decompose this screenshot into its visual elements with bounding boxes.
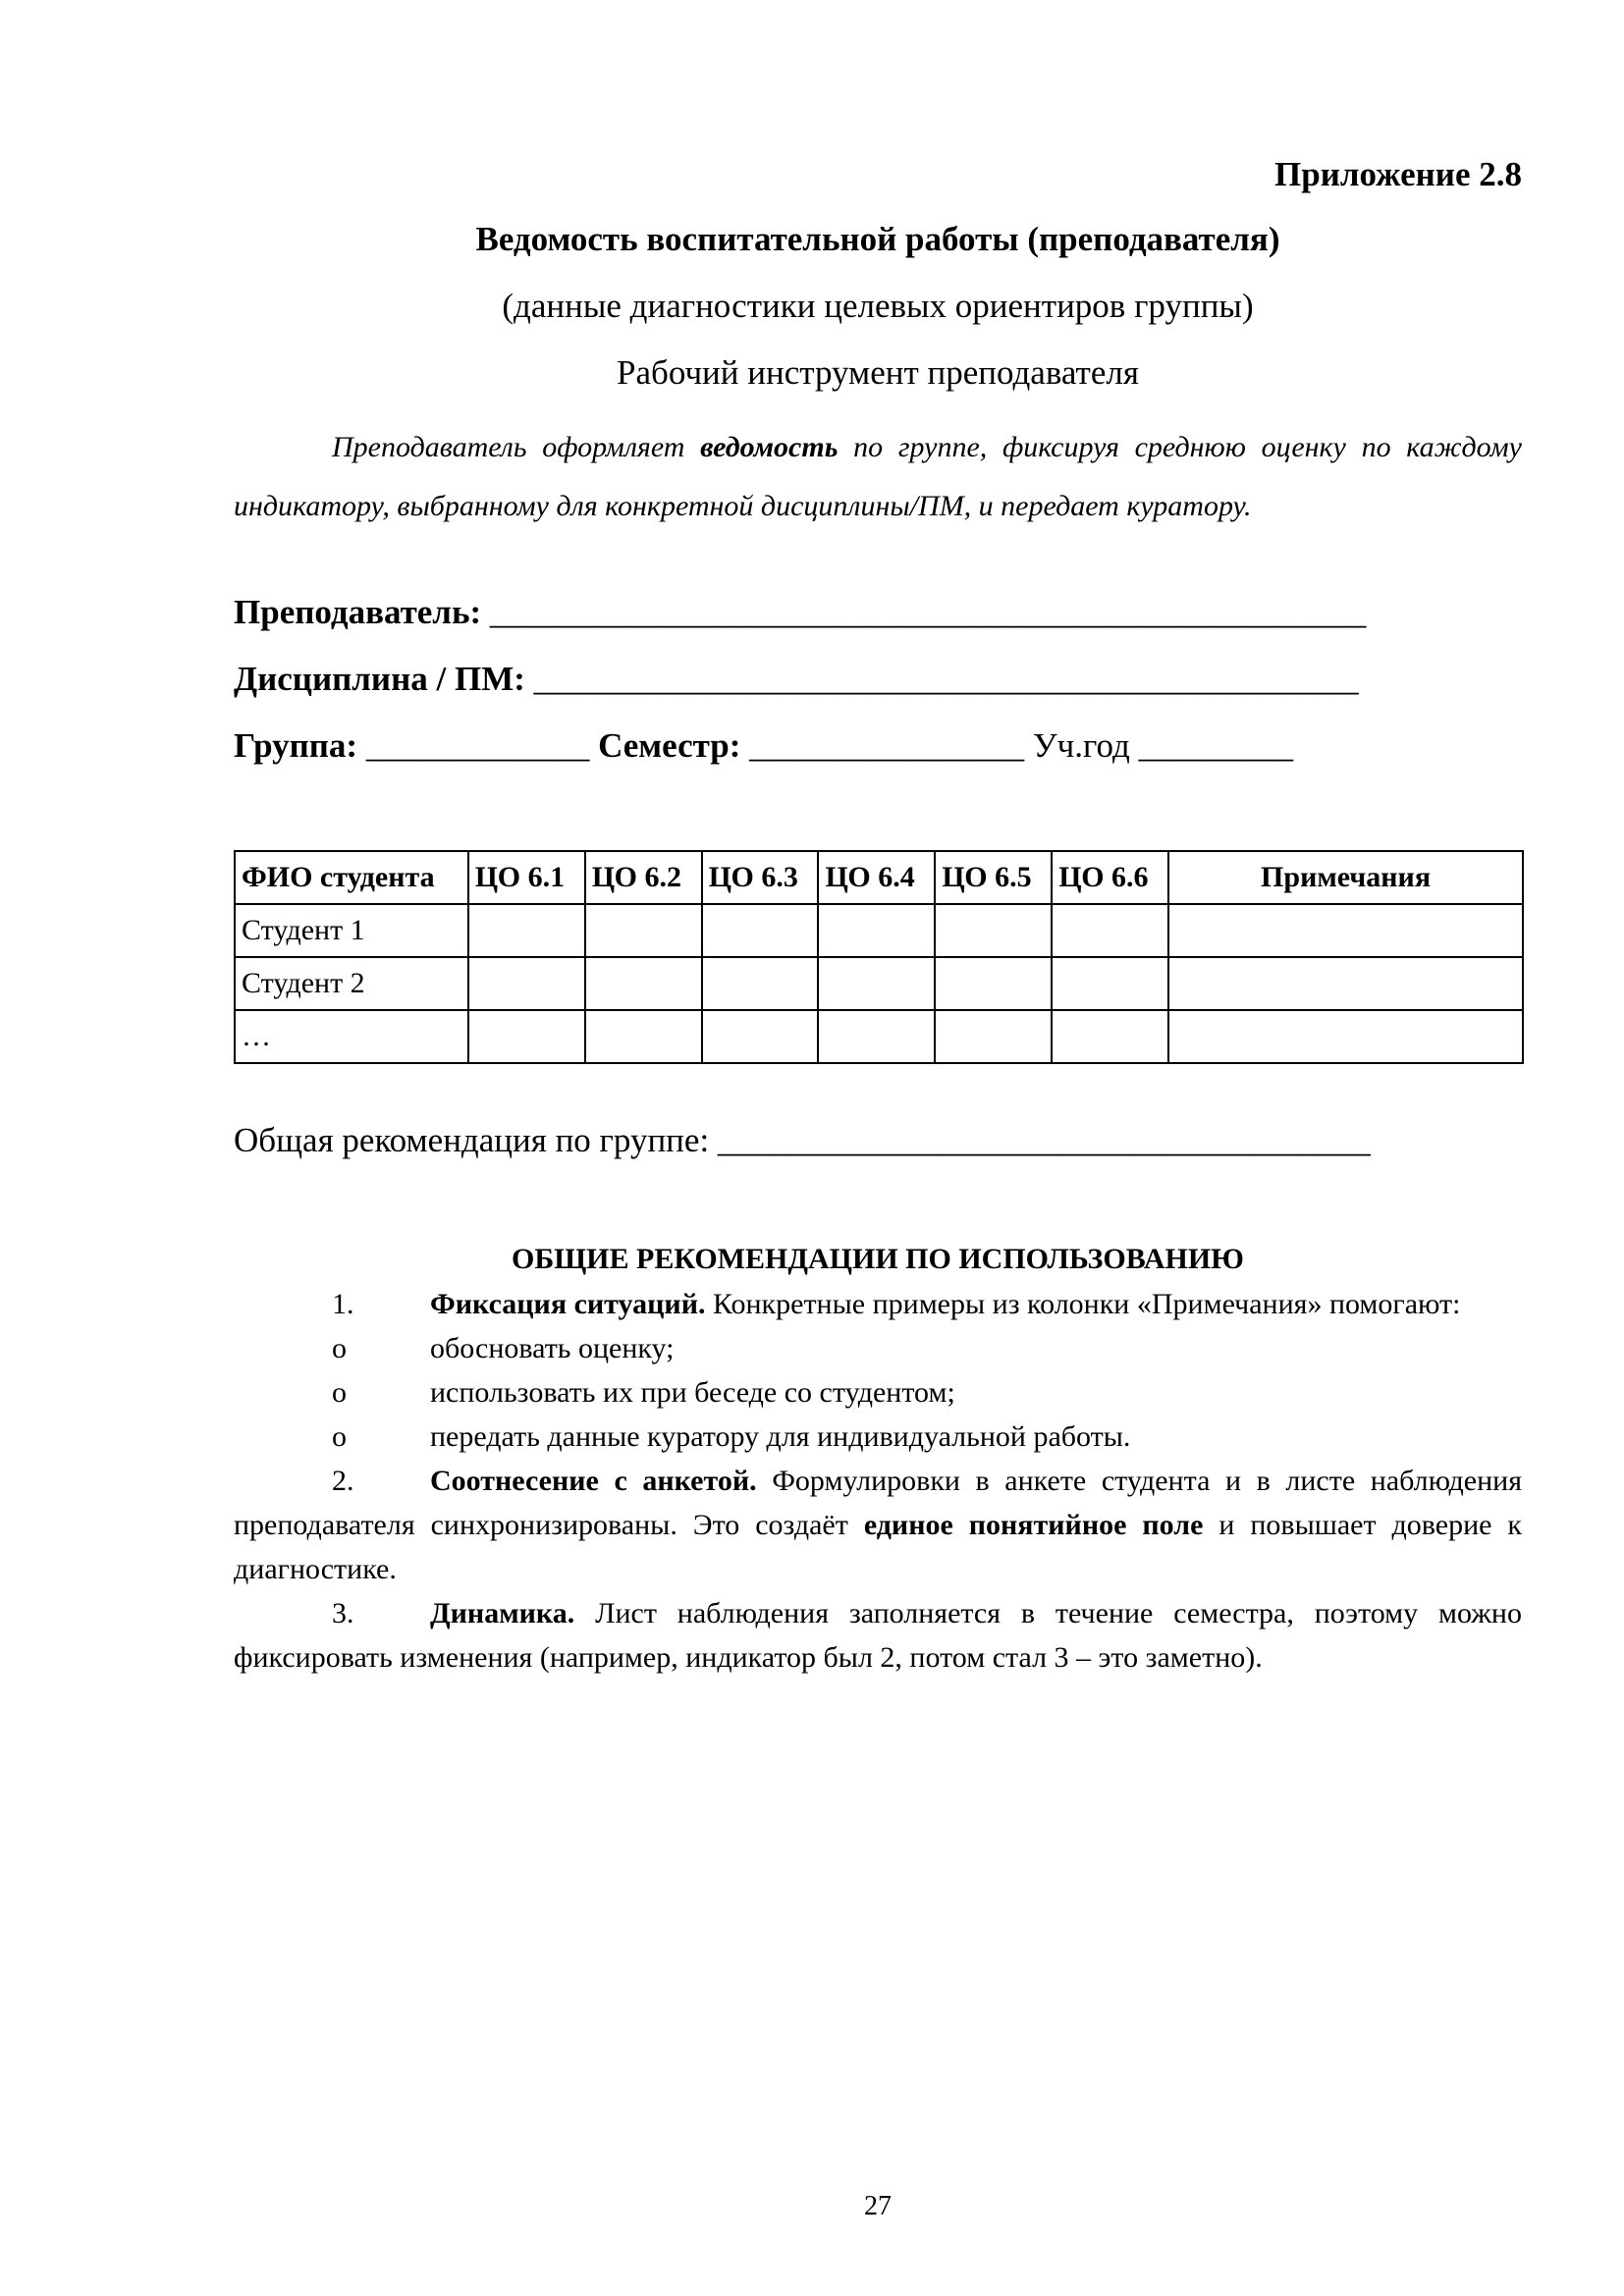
cell-score xyxy=(702,1010,819,1063)
bullet-text: обосновать оценку; xyxy=(430,1332,675,1364)
header-notes: Примечания xyxy=(1168,851,1523,904)
semester-blank: ________________ xyxy=(740,726,1033,765)
header-co-6-6: ЦО 6.6 xyxy=(1052,851,1168,904)
teacher-label: Преподаватель: xyxy=(234,593,482,631)
group-blank: _____________ xyxy=(357,726,599,765)
page-number: 27 xyxy=(864,2191,892,2221)
bullet-text: передать данные куратору для индивидуальной работы. xyxy=(430,1420,1131,1453)
bullet-marker: o xyxy=(332,1376,347,1409)
cell-student-name: Студент 1 xyxy=(235,904,468,957)
item-text: Лист наблюдения заполняется в течение семестра, поэтому можно фиксировать изменения (например, индикатор был 2, потом стал 3 – это заметно). xyxy=(234,1597,1522,1674)
cell-score xyxy=(702,904,819,957)
item-text: Конкретные примеры из колонки «Примечания» помогают: xyxy=(705,1288,1461,1320)
cell-score xyxy=(468,904,585,957)
group-semester-year-field xyxy=(234,726,1293,766)
group-label: Группа: xyxy=(234,726,358,765)
item-number: 2. xyxy=(332,1465,354,1497)
cell-score xyxy=(468,957,585,1010)
intro-text-2: по группе, фиксируя среднюю оценку по каждому индикатору, выбранному для конкретной дисциплины/ПМ, и передает куратору. xyxy=(234,431,1522,522)
cell-score xyxy=(1052,1010,1168,1063)
cell-score xyxy=(585,957,702,1010)
table-header-row xyxy=(235,851,1523,904)
item-number: 3. xyxy=(332,1597,354,1629)
appendix-label: Приложение 2.8 xyxy=(1274,155,1522,193)
header-co-6-4: ЦО 6.4 xyxy=(818,851,935,904)
intro-paragraph xyxy=(234,418,1522,536)
document-page xyxy=(234,0,1522,2296)
cell-notes xyxy=(1168,957,1523,1010)
assessment-table xyxy=(234,850,1524,1064)
cell-score xyxy=(818,957,935,1010)
intro-bold: ведомость xyxy=(700,431,839,463)
discipline-blank: ________________________________________________ xyxy=(524,660,1359,698)
item-heading: Фиксация ситуаций. xyxy=(430,1288,706,1320)
discipline-field xyxy=(234,660,1359,699)
cell-score xyxy=(818,1010,935,1063)
cell-score xyxy=(935,957,1052,1010)
semester-label: Семестр: xyxy=(598,726,741,765)
recommendation-item-2 xyxy=(234,1459,1522,1591)
item-heading: Соотнесение с анкетой. xyxy=(430,1465,757,1497)
tool-label: Рабочий инструмент преподавателя xyxy=(617,353,1139,392)
teacher-blank: ___________________________________________________ xyxy=(481,593,1367,631)
header-student-name: ФИО студента xyxy=(235,851,468,904)
item-bold-phrase: единое понятийное поле xyxy=(863,1509,1204,1541)
intro-text-1: Преподаватель оформляет xyxy=(332,431,701,463)
cell-score xyxy=(1052,904,1168,957)
table-row xyxy=(235,957,1523,1010)
cell-student-name: … xyxy=(235,1010,468,1063)
header-co-6-1: ЦО 6.1 xyxy=(468,851,585,904)
bullet-marker: o xyxy=(332,1420,347,1453)
cell-score xyxy=(468,1010,585,1063)
item-heading: Динамика. xyxy=(430,1597,575,1629)
cell-notes xyxy=(1168,1010,1523,1063)
item-text: и повышает доверие к диагностике. xyxy=(234,1509,1522,1585)
header-co-6-3: ЦО 6.3 xyxy=(702,851,819,904)
bullet-item xyxy=(234,1370,1522,1415)
general-recommendations-body xyxy=(234,1282,1522,1680)
cell-score xyxy=(935,1010,1052,1063)
cell-score xyxy=(585,904,702,957)
document-title: Ведомость воспитательной работы (преподавателя) xyxy=(475,220,1280,258)
bullet-text: использовать их при беседе со студентом; xyxy=(430,1376,955,1409)
recommendation-item-3 xyxy=(234,1591,1522,1680)
cell-notes xyxy=(1168,904,1523,957)
cell-score xyxy=(702,957,819,1010)
cell-score xyxy=(935,904,1052,957)
bullet-item xyxy=(234,1326,1522,1370)
document-subtitle: (данные диагностики целевых ориентиров группы) xyxy=(502,287,1254,325)
recommendation-item-1 xyxy=(234,1282,1522,1326)
general-recommendations-title: ОБЩИЕ РЕКОМЕНДАЦИИ ПО ИСПОЛЬЗОВАНИЮ xyxy=(512,1243,1244,1275)
teacher-field xyxy=(234,593,1366,632)
table-row xyxy=(235,904,1523,957)
cell-score xyxy=(585,1010,702,1063)
item-number: 1. xyxy=(332,1288,354,1320)
group-recommendation: Общая рекомендация по группе: ______________________________________ xyxy=(234,1121,1371,1159)
header-co-6-2: ЦО 6.2 xyxy=(585,851,702,904)
item-text: Формулировки в анкете студента и в листе наблюдения преподавателя синхронизированы. Это создаёт xyxy=(234,1465,1522,1541)
header-co-6-5: ЦО 6.5 xyxy=(935,851,1052,904)
cell-score xyxy=(818,904,935,957)
bullet-marker: o xyxy=(332,1332,347,1364)
year-label: Уч.год xyxy=(1032,726,1130,765)
cell-student-name: Студент 2 xyxy=(235,957,468,1010)
cell-score xyxy=(1052,957,1168,1010)
bullet-item xyxy=(234,1415,1522,1459)
discipline-label: Дисциплина / ПМ: xyxy=(234,660,525,698)
year-blank: _________ xyxy=(1129,726,1294,765)
table-row xyxy=(235,1010,1523,1063)
